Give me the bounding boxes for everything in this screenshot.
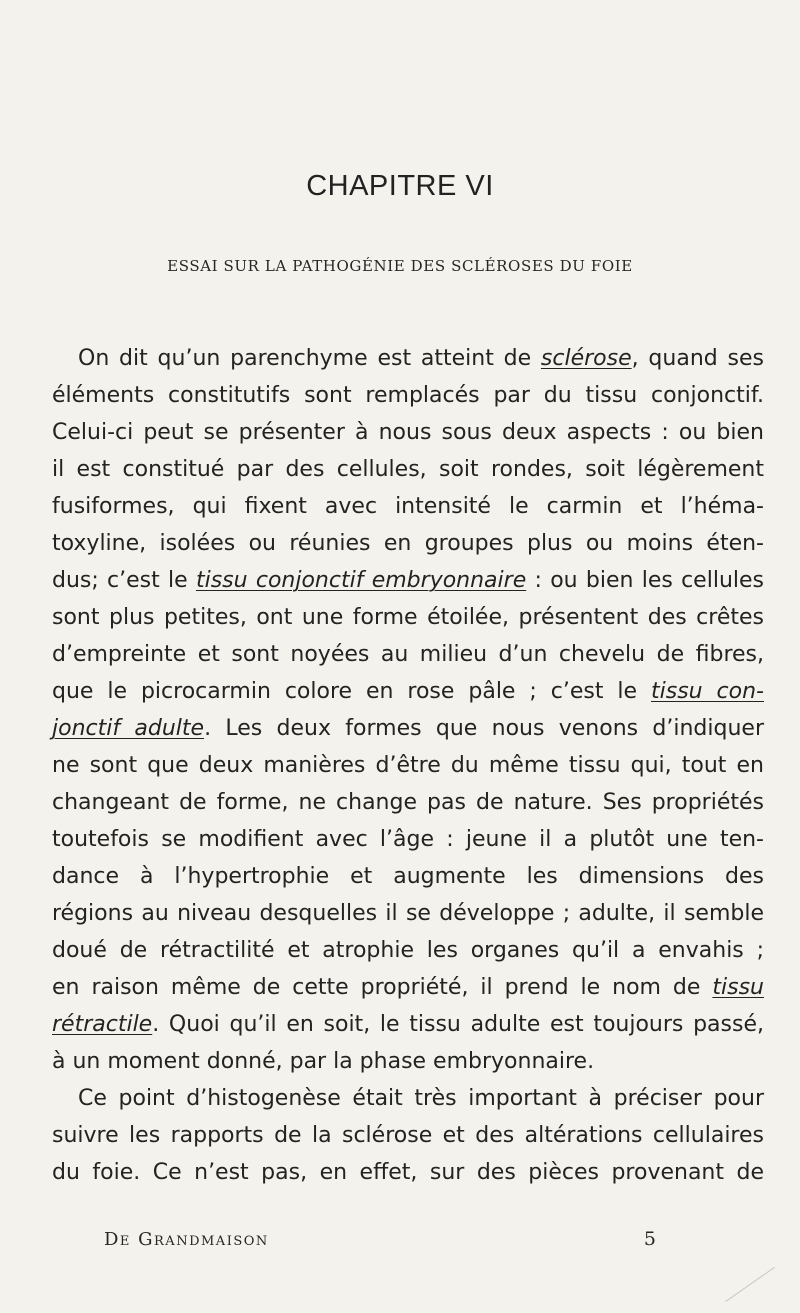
text-line: d’empreinte et sont noyées au milieu d’un chevelu de fibres, (52, 642, 764, 667)
footer-author: De Grandmaison (104, 1229, 269, 1250)
italic-term: tissu conjonctif embryonnaire (195, 568, 527, 593)
text-line: sont plus petites, ont une forme étoilée, présentent des crêtes (52, 605, 764, 630)
text-line: suivre les rapports de la sclérose et des altérations cellulaires (52, 1123, 764, 1148)
italic-term: jonctif adulte (52, 716, 205, 741)
signature-mark: 5 (643, 1228, 656, 1250)
text-line: doué de rétractilité et atrophie les organes qu’il a envahis ; (52, 938, 764, 963)
text-line: dus; c’est le tissu conjonctif embryonnaire : ou bien les cellules (52, 568, 764, 593)
scan-crease (725, 1267, 775, 1302)
text-line: rétractile. Quoi qu’il en soit, le tissu adulte est toujours passé, (52, 1012, 764, 1037)
italic-term: tissu (712, 975, 764, 1000)
text-line: ne sont que deux manières d’être du même tissu qui, tout en (52, 753, 764, 778)
text-line: dance à l’hypertrophie et augmente les dimensions des (52, 864, 764, 889)
text-line: à un moment donné, par la phase embryonnaire. (52, 1049, 595, 1074)
text-line: Celui-ci peut se présenter à nous sous deux aspects : ou bien (52, 420, 764, 445)
text-line: il est constitué par des cellules, soit rondes, soit légèrement (52, 457, 764, 482)
italic-term: tissu con- (651, 679, 764, 704)
text-line: On dit qu’un parenchyme est atteint de sclérose, quand ses (78, 346, 764, 371)
text-line: éléments constitutifs sont remplacés par du tissu conjonctif. (52, 383, 764, 408)
text-line: changeant de forme, ne change pas de nature. Ses propriétés (52, 790, 764, 815)
body-text (52, 340, 764, 1191)
text-line: toutefois se modifient avec l’âge : jeune il a plutôt une ten- (52, 827, 764, 852)
italic-term: sclérose (540, 346, 632, 371)
text-line: Ce point d’histogenèse était très important à préciser pour (78, 1086, 764, 1111)
text-line: fusiformes, qui fixent avec intensité le carmin et l’héma- (52, 494, 764, 519)
text-line: en raison même de cette propriété, il prend le nom de tissu (52, 975, 764, 1000)
page-footer (104, 1228, 656, 1250)
text-line: jonctif adulte. Les deux formes que nous venons d’indiquer (52, 716, 764, 741)
text-line: régions au niveau desquelles il se développe ; adulte, il semble (52, 901, 764, 926)
section-title: ESSAI SUR LA PATHOGÉNIE DES SCLÉROSES DU FOIE (167, 257, 633, 275)
text-line: du foie. Ce n’est pas, en effet, sur des pièces provenant de (52, 1160, 764, 1185)
text-line: toxyline, isolées ou réunies en groupes plus ou moins éten- (52, 531, 764, 556)
chapter-title: CHAPITRE VI (306, 170, 494, 202)
italic-term: rétractile (52, 1012, 153, 1037)
text-line: que le picrocarmin colore en rose pâle ; c’est le tissu con- (52, 679, 764, 704)
